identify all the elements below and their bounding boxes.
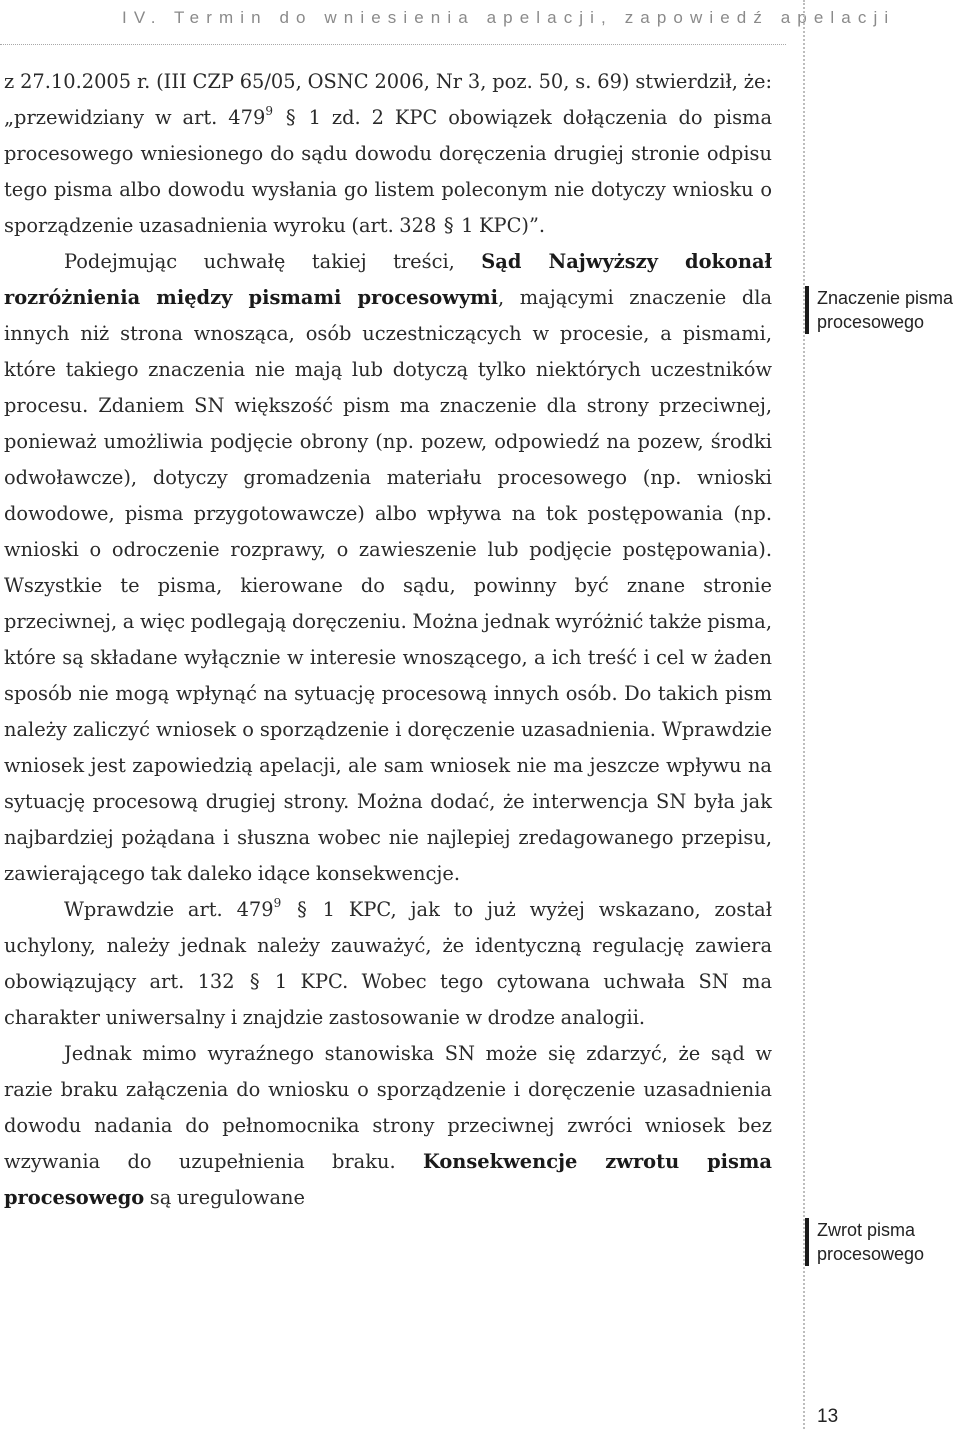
paragraph-2	[4, 244, 772, 892]
chapter-header: IV. Termin do wniesienia apelacji, zapowiedź apelacji	[122, 8, 896, 27]
section-sign: §	[438, 214, 460, 237]
text-run: z 27.10.2005 r. (III CZP 65/05, OSNC 2006, Nr 3, poz. 50, s. 69) stwierdził, że: „przewidziany w art. 479	[4, 70, 772, 129]
margin-note-label: Znaczenie pisma procesowego	[817, 288, 954, 332]
section-sign: §	[236, 970, 273, 993]
margin-note-zwrot-pisma	[805, 1218, 957, 1266]
superscript: 9	[273, 896, 282, 910]
text-run: Jednak mimo wyraźnego stanowiska SN może się zdarzyć, że sąd w razie braku załączenia do wniosku o sporządzenie i doręczenie uzasadnienia dowodu nadania do pełnomocnika strony przeciwnej zwróci wniosek bez wzywania do uzupełnienia braku.	[4, 1042, 772, 1173]
main-text-column	[4, 64, 772, 1216]
text-run: 1 KPC)”.	[461, 214, 546, 237]
text-run: Wprawdzie art. 479	[64, 898, 274, 921]
section-sign: §	[274, 106, 307, 129]
margin-note-label: Zwrot pisma procesowego	[817, 1220, 925, 1264]
paragraph-4	[4, 1036, 772, 1216]
paragraph-3	[4, 892, 772, 1036]
paragraph-1	[4, 64, 772, 244]
text-run: , mającymi znaczenie dla innych niż strona wnosząca, osób uczestniczących w procesie, a pismami, które takiego znaczenia nie mają lub dotyczą tylko niektórych uczestników procesu. Zdaniem SN większość pism ma znaczenie dla strony przeciwnej, ponieważ umożliwia podjęcie obrony (np. pozew, odpowiedź na pozew, środki odwoławcze), dotyczy gromadzenia materiału procesowego (np. wnioski dowodowe, pisma przygotowawcze) albo wpływa na tok postępowania (np. wnioski o odroczenie rozprawy, o zawieszenie lub podjęcie postępowania). Wszystkie te pisma, kierowane do sądu, powinny być znane stronie przeciwnej, a więc podlegają doręczeniu. Można jednak wyróżnić także pisma, które są składane wyłącznie w interesie wnoszącego, a ich treść i cel w żaden sposób nie mogą wpłynąć na sytuację procesową innych osób. Do takich pism należy zaliczyć wniosek o sporządzenie i doręczenie uzasadnienia. Wprawdzie wniosek jest zapowiedzią apelacji, ale sam wniosek nie ma jeszcze wpływu na sytuację procesową drugiej strony. Można dodać, że interwencja SN była jak najbardziej pożądana i słuszna wobec nie najlepiej zredagowanego przepisu, zawierającego tak daleko idące konsekwencje.	[4, 286, 773, 885]
text-run: 1 KPC, jak to już wyżej wskazano, został uchylony, należy jednak należy zauważyć, że identyczną regulację zawiera obowiązujący art. 132	[4, 898, 772, 993]
text-run: Podejmując uchwałę takiej treści,	[64, 250, 482, 273]
emphasis-text: Konsekwencje zwrotu pisma procesowego	[4, 1150, 772, 1209]
margin-column-divider	[803, 0, 805, 1429]
text-run: 1 KPC. Wobec tego cytowana uchwała SN ma charakter uniwersalny i znajdzie zastosowanie w drodze analogii.	[4, 970, 772, 1029]
emphasis-text: Sąd Najwyższy dokonał rozróżnienia między pismami procesowymi	[4, 250, 772, 309]
margin-note-znaczenie-pisma	[805, 286, 957, 334]
text-run: są uregulowane	[144, 1186, 306, 1209]
header-divider	[0, 44, 786, 45]
text-run: 1 zd. 2 KPC obowiązek dołączenia do pisma procesowego wniesionego do sądu dowodu doręczenia drugiej stronie odpisu tego pisma albo dowodu wysłania go listem poleconym nie dotyczy wniosku o sporządzenie uzasadnienia wyroku (art. 328	[4, 106, 773, 237]
section-sign: §	[283, 898, 321, 921]
page-number: 13	[817, 1406, 839, 1427]
superscript: 9	[265, 104, 273, 118]
